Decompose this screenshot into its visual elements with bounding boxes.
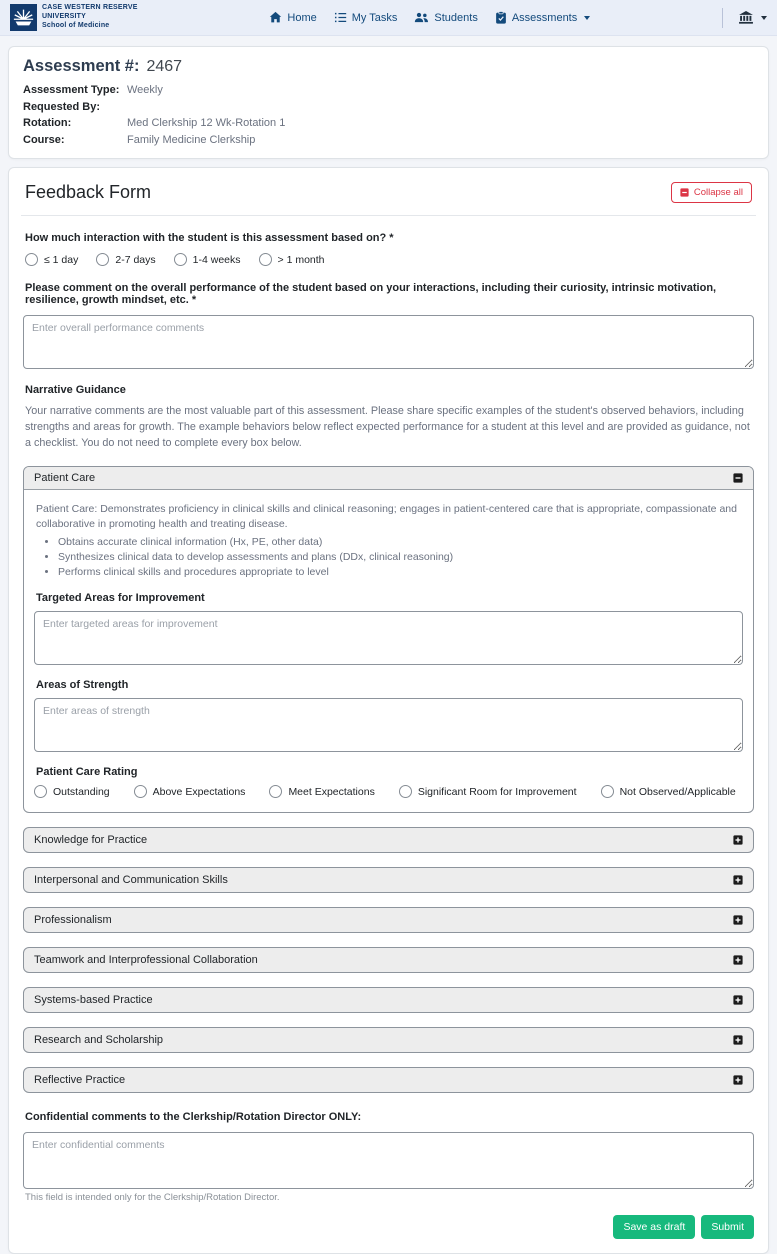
nav-students-label: Students: [434, 11, 478, 24]
collapse-square-icon: [680, 188, 689, 197]
strength-label: Areas of Strength: [36, 679, 129, 692]
patient-care-section: [23, 466, 754, 814]
radio-circle: [399, 785, 412, 798]
expand-section-icon[interactable]: [733, 1075, 743, 1085]
section-reflective-practice[interactable]: Reflective Practice: [23, 1067, 754, 1093]
radio-circle: [96, 253, 109, 266]
feedback-form-card: [8, 167, 769, 1254]
submit-button[interactable]: Submit: [701, 1215, 754, 1239]
radio-rating-outstanding[interactable]: Outstanding: [34, 785, 110, 798]
section-teamwork-collaboration[interactable]: Teamwork and Interprofessional Collaboration: [23, 947, 754, 973]
section-knowledge-for-practice[interactable]: Knowledge for Practice: [23, 827, 754, 853]
improvement-textarea[interactable]: [34, 611, 743, 665]
expand-section-icon[interactable]: [733, 995, 743, 1005]
assessments-icon: [495, 11, 507, 24]
section-interpersonal-communication[interactable]: Interpersonal and Communication Skills: [23, 867, 754, 893]
institution-icon: [739, 11, 753, 24]
navbar-divider: [722, 8, 723, 28]
expand-section-icon[interactable]: [733, 915, 743, 925]
brand-link[interactable]: [10, 4, 138, 31]
patient-care-bullets: • Obtains accurate clinical information (Hx, PE, other data) • Synthesizes clinical data to develop assessments and plans (DDx, clinical reasoning) • Performs clinical skills and procedures appropriate to level: [34, 536, 743, 578]
patient-care-title: Patient Care: [34, 471, 96, 484]
radio-circle: [34, 785, 47, 798]
radio-interaction-1month[interactable]: > 1 month: [259, 253, 325, 266]
info-row: Assessment Type: Weekly: [23, 84, 163, 96]
section-professionalism[interactable]: Professionalism: [23, 907, 754, 933]
form-title: Feedback Form: [25, 182, 152, 202]
assessment-info-card: [8, 46, 769, 159]
chevron-down-icon: [584, 16, 590, 20]
patient-care-description: Patient Care: Demonstrates proficiency in clinical skills and clinical reasoning; engages in patient-centered care that is appropriate, compassionate and collaborative in promoting health and treating disease.: [36, 502, 737, 531]
expand-section-icon[interactable]: [733, 955, 743, 965]
expand-section-icon[interactable]: [733, 1035, 743, 1045]
radio-circle: [601, 785, 614, 798]
confidential-helper-text: This field is intended only for the Clerkship/Rotation Director.: [25, 1192, 280, 1204]
collapse-section-icon[interactable]: [733, 473, 743, 483]
university-logo-icon: [10, 4, 37, 31]
radio-rating-above-expectations[interactable]: Above Expectations: [134, 785, 246, 798]
overall-comments-label: Please comment on the overall performance of the student based on your interactions, including their curiosity, intrinsic motivation, resilience, growth mindset, etc. *: [25, 282, 717, 306]
patient-care-rating-label: Patient Care Rating: [36, 766, 138, 779]
nav-assessments-label: Assessments: [511, 11, 578, 24]
patient-care-header[interactable]: [24, 467, 753, 490]
radio-circle: [269, 785, 282, 798]
nav-my-tasks-label: My Tasks: [351, 11, 398, 24]
assessment-number-label: Assessment #:: [23, 57, 140, 75]
nav-home-label: Home: [287, 11, 317, 24]
home-icon: [269, 11, 282, 24]
nav-assessments[interactable]: [495, 11, 590, 24]
account-menu[interactable]: [739, 11, 767, 24]
radio-interaction-2-7days[interactable]: 2-7 days: [96, 253, 155, 266]
confidential-comments-textarea[interactable]: [23, 1132, 754, 1189]
strength-textarea[interactable]: [34, 698, 743, 752]
info-row: Rotation: Med Clerkship 12 Wk-Rotation 1: [23, 117, 286, 129]
info-row: Course: Family Medicine Clerkship: [23, 133, 256, 146]
expand-section-icon[interactable]: [733, 835, 743, 845]
radio-rating-significant-room[interactable]: Significant Room for Improvement: [399, 785, 577, 798]
section-systems-based-practice[interactable]: Systems-based Practice: [23, 987, 754, 1013]
collapse-all-button[interactable]: Collapse all: [671, 182, 752, 203]
nav-students[interactable]: [414, 11, 477, 24]
radio-circle: [25, 253, 38, 266]
nav-my-tasks[interactable]: [334, 11, 398, 24]
section-research-scholarship[interactable]: Research and Scholarship: [23, 1027, 754, 1053]
tasks-icon: [334, 11, 347, 24]
interaction-radio-group: [25, 253, 752, 266]
assessment-number-value: 2467: [146, 58, 183, 75]
top-navbar: [0, 0, 777, 36]
patient-care-rating-group: [34, 785, 743, 798]
chevron-down-icon: [761, 16, 767, 20]
info-row: Requested By:: [23, 100, 101, 113]
radio-interaction-1-4weeks[interactable]: 1-4 weeks: [174, 253, 241, 266]
overall-comments-textarea[interactable]: [23, 315, 754, 369]
save-as-draft-button[interactable]: Save as draft: [613, 1215, 695, 1239]
radio-rating-not-observed[interactable]: Not Observed/Applicable: [601, 785, 736, 798]
radio-interaction-1day[interactable]: ≤ 1 day: [25, 253, 78, 266]
nav-home[interactable]: [269, 11, 316, 24]
narrative-guidance-body: Your narrative comments are the most valuable part of this assessment. Please share specific examples of the student's observed behaviors, including strengths and areas for growth. The example behaviors below reflect expected performance for a student at this level and are provided as guidance, not a checklist. You do not need to complete every box below.: [25, 405, 750, 450]
radio-circle: [174, 253, 187, 266]
expand-section-icon[interactable]: [733, 875, 743, 885]
narrative-guidance-title: Narrative Guidance: [25, 384, 126, 396]
radio-circle: [134, 785, 147, 798]
improvement-label: Targeted Areas for Improvement: [36, 592, 205, 605]
brand-text: CASE WESTERN RESERVE UNIVERSITY School of Medicine: [42, 4, 138, 29]
interaction-question-label: How much interaction with the student is this assessment based on? *: [25, 232, 394, 244]
confidential-comments-label: Confidential comments to the Clerkship/Rotation Director ONLY:: [25, 1111, 362, 1124]
radio-rating-meet-expectations[interactable]: Meet Expectations: [269, 785, 374, 798]
radio-circle: [259, 253, 272, 266]
students-icon: [414, 11, 429, 24]
